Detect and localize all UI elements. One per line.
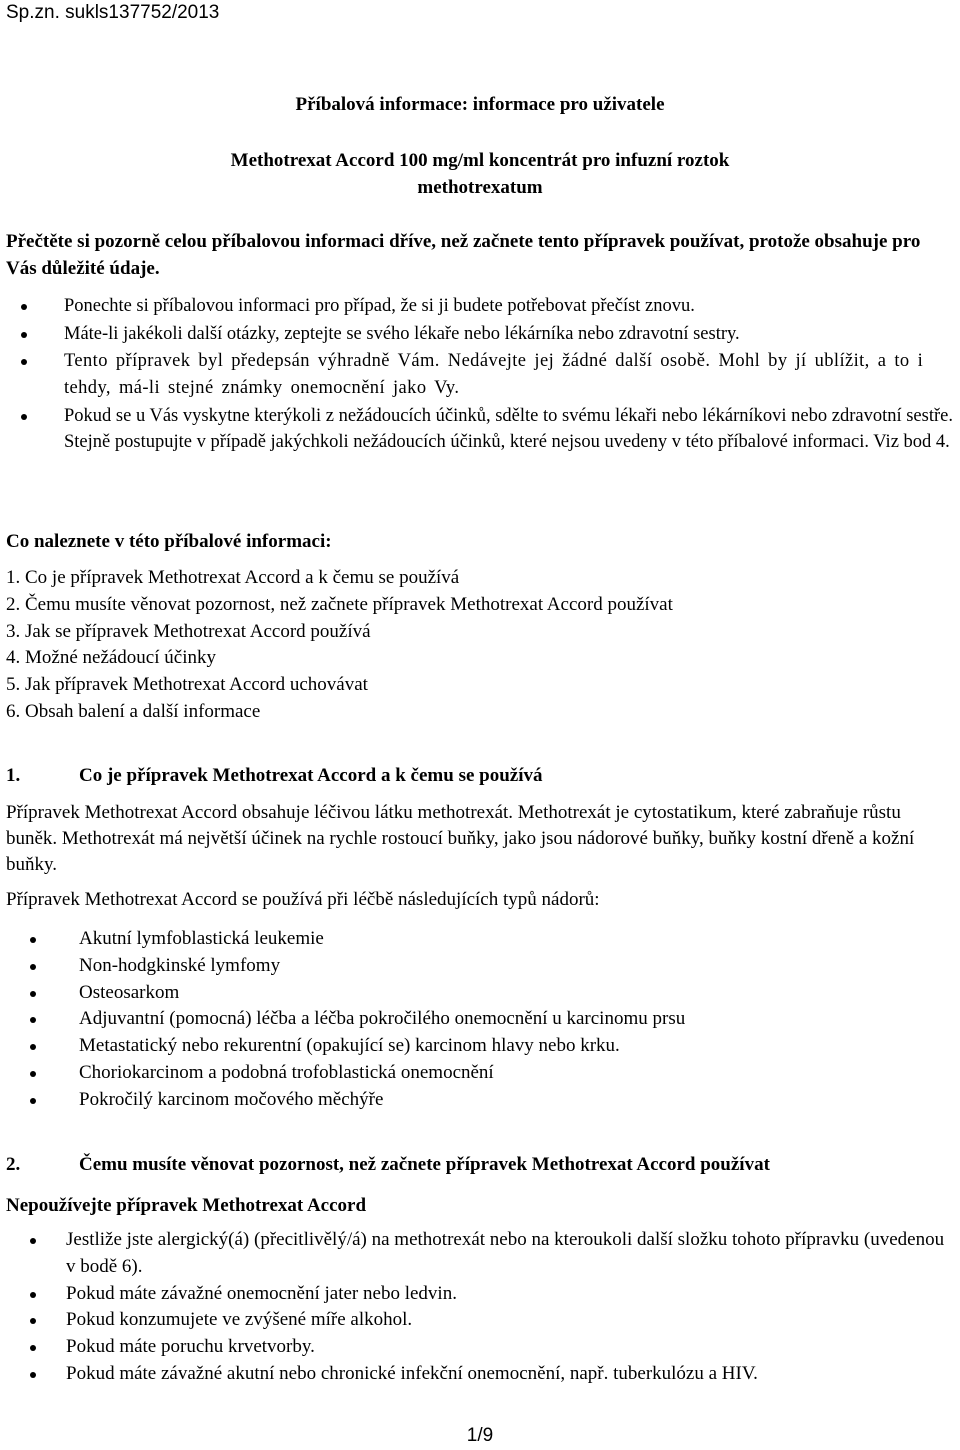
intro-bullet-list <box>6 293 958 457</box>
section-title: Čemu musíte věnovat pozornost, než začnete přípravek Methotrexat Accord používat <box>79 1154 770 1175</box>
section-1-heading <box>6 763 954 789</box>
toc-item: 4. Možné nežádoucí účinky <box>6 647 216 669</box>
list-item: Pokud máte závažné akutní nebo chronické infekční onemocnění, např. tuberkulózu a HIV. <box>6 1361 958 1388</box>
table-of-contents <box>6 565 954 726</box>
product-substance: methotrexatum <box>417 176 543 198</box>
section-number: 1. <box>6 765 21 786</box>
list-item: Pokud máte závažné onemocnění jater nebo ledvin. <box>6 1281 958 1308</box>
product-name: Methotrexat Accord 100 mg/ml koncentrát pro infuzní roztok <box>230 150 730 171</box>
list-item: Non-hodgkinské lymfomy <box>6 953 958 980</box>
toc-item: 1. Co je přípravek Methotrexat Accord a k čemu se používá <box>6 567 460 588</box>
section-1-paragraph: Přípravek Methotrexat Accord obsahuje léčivou látku methotrexát. Methotrexát je cytostatikum, které zabraňuje růstu buněk. Methotrexát má největší účinek na rychle rostoucí buňky, jako jsou nádorové buňky, buňky kostní dřeně a kožní buňky. <box>6 802 915 876</box>
list-item: Ponechte si příbalovou informaci pro případ, že si ji budete potřebovat přečíst znovu. <box>6 293 958 320</box>
toc-item: 3. Jak se přípravek Methotrexat Accord používá <box>6 620 371 642</box>
document-title: Příbalová informace: informace pro uživatele <box>295 94 665 115</box>
toc-heading: Co naleznete v této příbalové informaci: <box>6 531 332 552</box>
indication-list <box>6 926 958 1113</box>
list-item: Choriokarcinom a podobná trofoblastická onemocnění <box>6 1060 958 1087</box>
list-item: Pokročilý karcinom močového měchýře <box>6 1087 958 1114</box>
section-title: Co je přípravek Methotrexat Accord a k čemu se používá <box>79 765 543 786</box>
list-item: Pokud máte poruchu krvetvorby. <box>6 1334 958 1361</box>
toc-item: 6. Obsah balení a další informace <box>6 700 261 722</box>
intro-lead: Přečtěte si pozorně celou příbalovou informaci dříve, než začnete tento přípravek používat, protože obsahuje pro Vás důležité údaje. <box>6 231 921 279</box>
section-number: 2. <box>6 1154 21 1175</box>
list-item: Akutní lymfoblastická leukemie <box>6 926 958 953</box>
list-item: Metastatický nebo rekurentní (opakující se) karcinom hlavy nebo krku. <box>6 1033 958 1060</box>
document-reference: Sp.zn. sukls137752/2013 <box>6 2 220 23</box>
list-item: Tento přípravek byl předepsán výhradně Vám. Nedávejte jej žádné další osobě. Mohl by jí ublížit, a to i tehdy, má-li stejné známky onemocnění jako Vy. <box>6 348 958 401</box>
list-item: Pokud konzumujete ve zvýšené míře alkohol. <box>6 1307 958 1334</box>
section-2-heading <box>6 1152 954 1178</box>
product-block <box>0 148 960 202</box>
toc-item: 2. Čemu musíte věnovat pozornost, než začnete přípravek Methotrexat Accord používat <box>6 593 673 615</box>
toc-item: 5. Jak přípravek Methotrexat Accord uchovávat <box>6 674 368 696</box>
list-item: Pokud se u Vás vyskytne kterýkoli z nežádoucích účinků, sdělte to svému lékaři nebo lékárníkovi nebo zdravotní sestře. Stejně postupujte v případě jakýchkoli nežádoucích účinků, které nejsou uvedeny v této příbalové informaci. Viz bod 4. <box>6 403 958 456</box>
section-1-paragraph: Přípravek Methotrexat Accord se používá při léčbě následujících typů nádorů: <box>6 889 600 910</box>
section-2-subheading: Nepoužívejte přípravek Methotrexat Accord <box>6 1195 367 1216</box>
list-item: Osteosarkom <box>6 980 958 1007</box>
contraindication-list <box>6 1227 958 1388</box>
list-item: Máte-li jakékoli další otázky, zeptejte se svého lékaře nebo lékárníka nebo zdravotní sestry. <box>6 321 958 348</box>
list-item: Adjuvantní (pomocná) léčba a léčba pokročilého onemocnění u karcinomu prsu <box>6 1006 958 1033</box>
list-item: Jestliže jste alergický(á) (přecitlivělý/á) na methotrexát nebo na kteroukoli další složku tohoto přípravku (uvedenou v bodě 6). <box>6 1227 958 1281</box>
page-number: 1/9 <box>466 1425 494 1446</box>
